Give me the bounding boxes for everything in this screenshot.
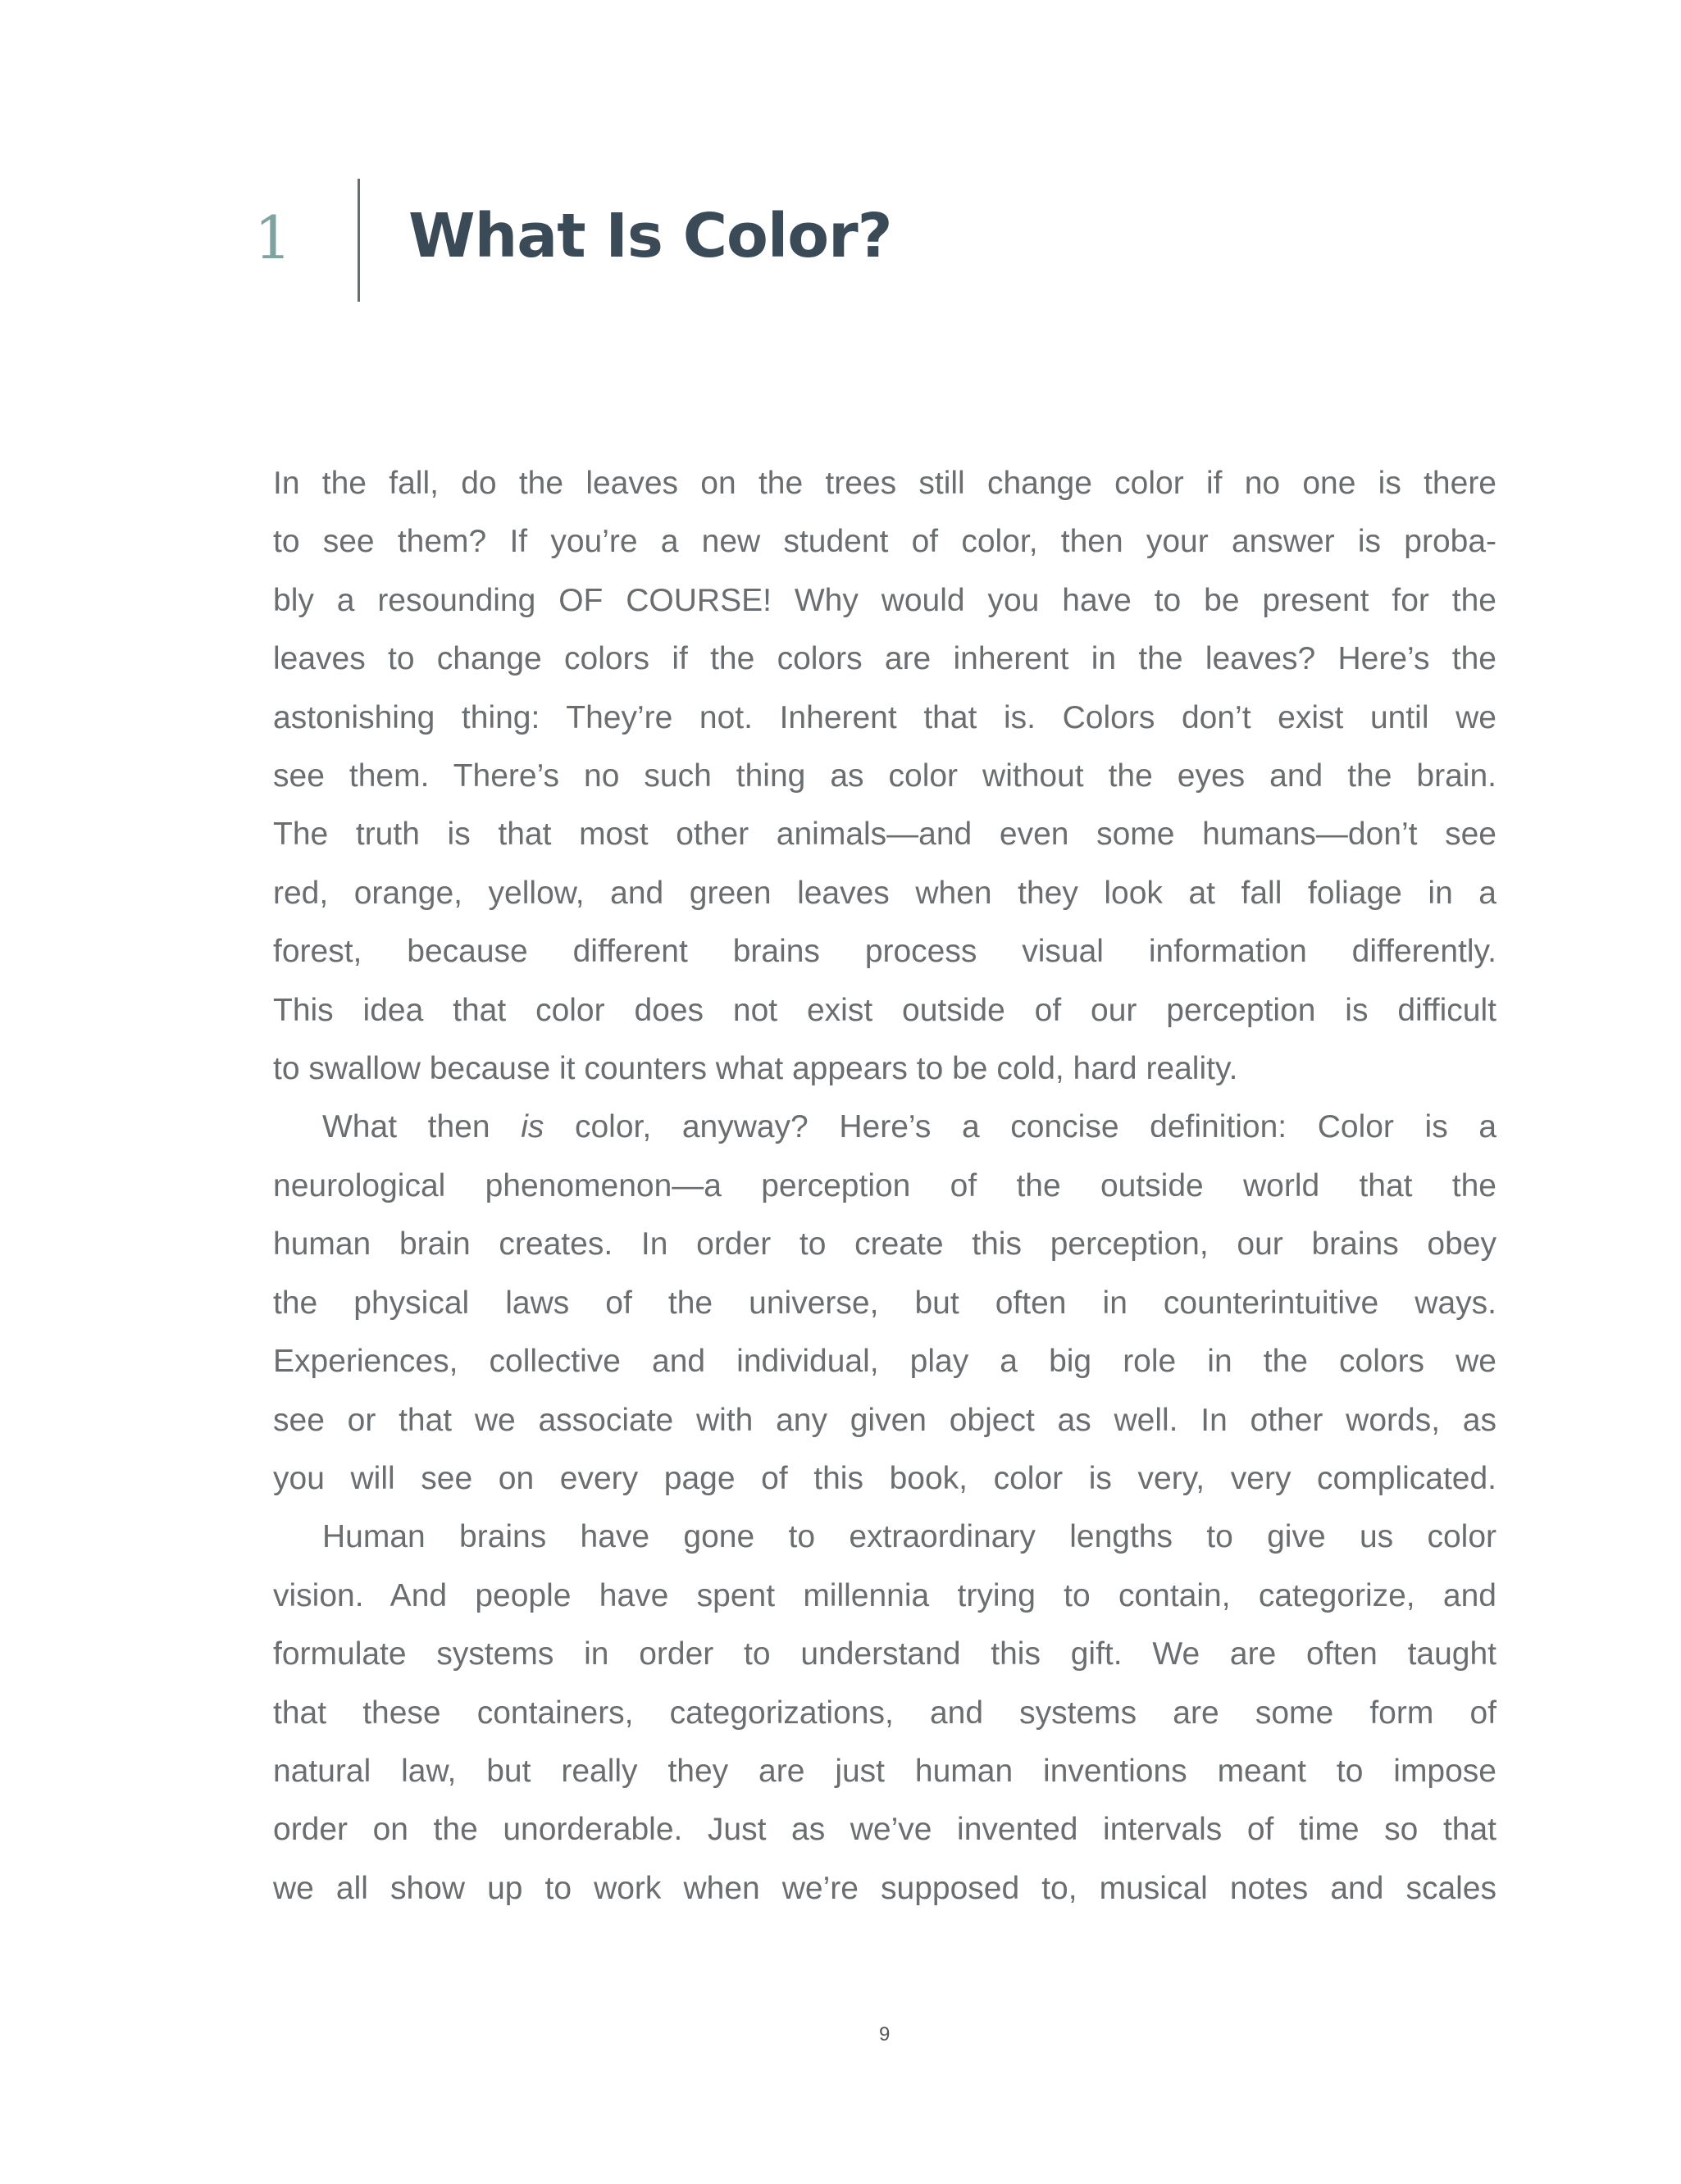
text-line: leaves to change colors if the colors are inherent in the leaves? Here’s the [273,641,1496,677]
text-line: forest, because different brains process visual information differently. [273,934,1496,970]
text-line: see them. There’s no such thing as color without the eyes and the brain. [273,758,1496,794]
text-line: bly a resounding OF COURSE! Why would you have to be present for the [273,582,1496,618]
text-line: to swallow because it counters what appears to be cold, hard reality. [273,1051,1238,1087]
paragraph-2 [273,1098,1496,1508]
text-line: see or that we associate with any given object as well. In other words, as [273,1402,1496,1438]
body-text [273,454,1496,1918]
text-line: natural law, but really they are just human inventions meant to impose [273,1753,1496,1789]
text-line: In the fall, do the leaves on the trees still change color if no one is there [273,466,1496,501]
text-line: that these containers, categorizations, and systems are some form of [273,1695,1496,1731]
text-line: Experiences, collective and individual, play a big role in the colors we [273,1344,1496,1380]
text-line: This idea that color does not exist outside of our perception is difficult [273,992,1496,1028]
paragraph-3 [273,1508,1496,1918]
chapter-number: 1 [254,203,292,272]
page-number: 9 [879,2023,891,2045]
text-line: neurological phenomenon—a perception of the outside world that the [273,1167,1496,1203]
text-line: human brain creates. In order to create this perception, our brains obey [273,1226,1496,1263]
text-line: astonishing thing: They’re not. Inherent that is. Colors don’t exist until we [273,699,1496,735]
text-line [273,1098,1496,1156]
text-line: you will see on every page of this book, color is very, very complicated. [273,1460,1496,1496]
text-line: formulate systems in order to understand this gift. We are often taught [273,1636,1496,1672]
text-line: The truth is that most other animals—and even some humans—don’t see [273,817,1496,853]
italic-text: is [521,1109,544,1145]
text-line: order on the unorderable. Just as we’ve invented intervals of time so that [273,1812,1496,1848]
text-line: red, orange, yellow, and green leaves when they look at fall foliage in a [273,875,1496,911]
text-run: color, anyway? Here’s a concise definition: Color is a [544,1109,1497,1145]
text-line: to see them? If you’re a new student of color, then your answer is proba- [273,524,1496,560]
text-line: vision. And people have spent millennia trying to contain, categorize, and [273,1577,1496,1613]
chapter-divider [358,179,360,302]
text-line: we all show up to work when we’re supposed to, musical notes and scales [273,1870,1496,1906]
paragraph-1 [273,454,1496,1098]
text-line: Human brains have gone to extraordinary lengths to give us color [322,1519,1496,1555]
chapter-title: What Is Color? [408,201,892,271]
text-run: What then [322,1109,522,1145]
text-line: the physical laws of the universe, but often in counterintuitive ways. [273,1285,1496,1321]
